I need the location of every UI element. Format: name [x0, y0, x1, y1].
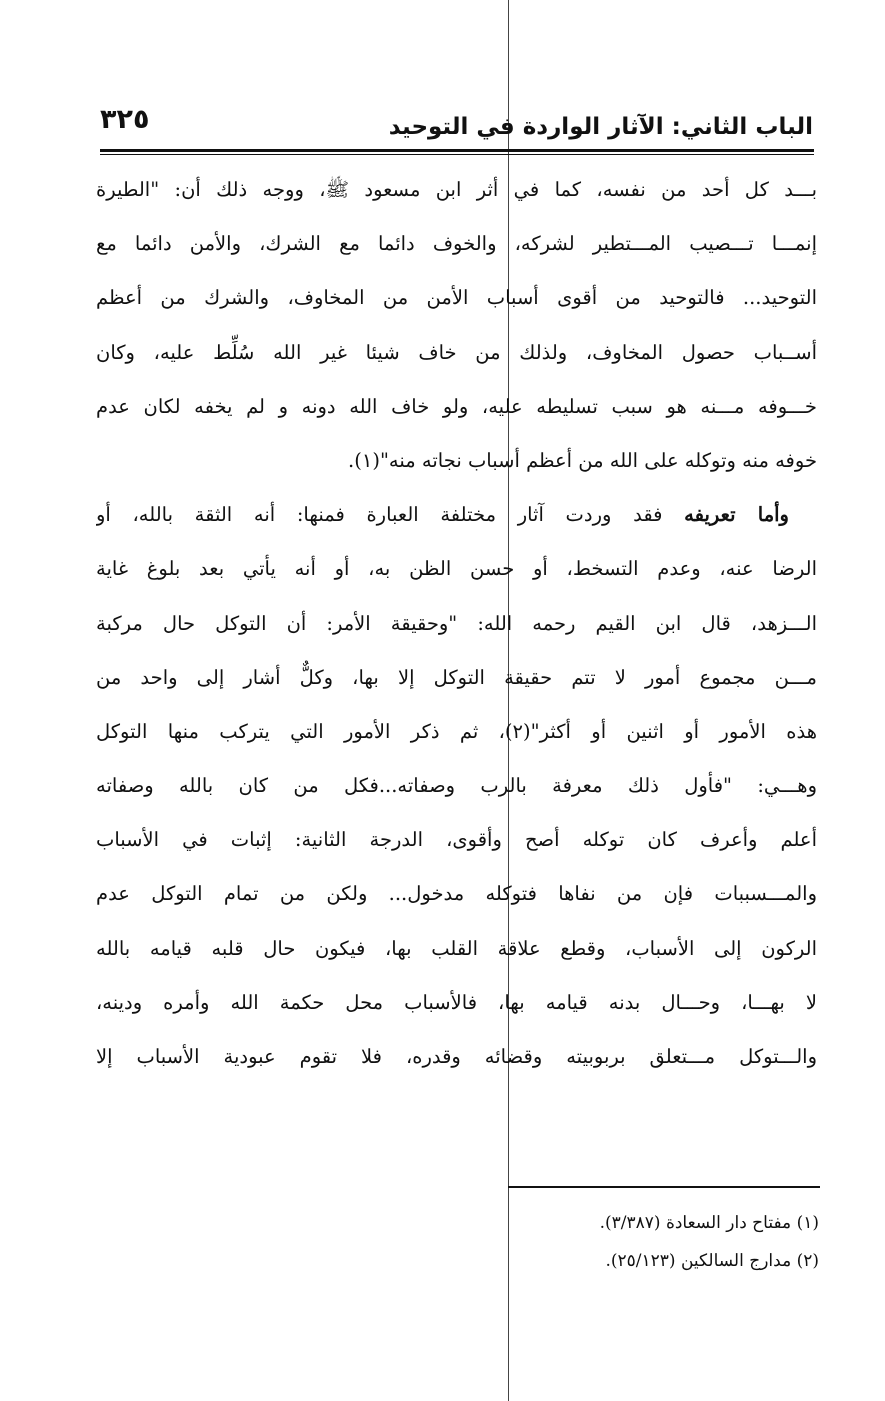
text-line: الرضا عنه، وعدم التسخط، أو حسن الظن به، أو أنه يأتي بعد بلوغ غاية — [96, 557, 817, 581]
footnote-2: (٢) مدارج السالكين (٢٥/١٢٣). — [605, 1251, 819, 1271]
footnote-rule — [508, 1186, 820, 1188]
header-rule — [100, 149, 814, 152]
text-line: وهـــي: "فأول ذلك معرفة بالرب وصفاته...فكل من كان بالله وصفاته — [96, 774, 817, 798]
text-line: والمـــسببات فإن من نفاها فتوكله مدخول... ولكن من تمام التوكل عدم — [96, 882, 817, 906]
text-line: خـــوفه مـــنه هو سبب تسليطه عليه، ولو خاف الله دونه و لم يخفه لكان عدم — [96, 394, 817, 418]
text-line: إنمـــا تـــصيب المـــتطير لشركه، والخوف دائما مع الشرك، والأمن دائما مع — [96, 232, 817, 256]
text-line: أســباب حصول المخاوف، ولذلك من خاف شيئا غير الله سُلِّط عليه، وكان — [96, 340, 817, 364]
footnote-1: (١) مفتاح دار السعادة (٣/٣٨٧). — [599, 1213, 819, 1233]
text-line: والـــتوكل مـــتعلق بربوبيته وقضائه وقدره، فلا تقوم عبودية الأسباب إلا — [96, 1045, 817, 1068]
text-line: الركون إلى الأسباب، وقطع علاقة القلب بها، فيكون حال قلبه قيامه بالله — [96, 936, 817, 960]
text-line: مـــن مجموع أمور لا تتم حقيقة التوكل إلا بها، وكلٌّ أشار إلى واحد من — [96, 665, 817, 689]
chapter-title: الباب الثاني: الآثار الواردة في التوحيد — [388, 114, 813, 140]
body-text — [96, 163, 817, 1084]
text-line: خوفه منه وتوكله على الله من أعظم أسباب نجاته منه"(١). — [348, 448, 817, 472]
page-number: ٣٢٥ — [100, 104, 150, 135]
text-line: بـــد كل أحد من نفسه، كما في أثر ابن مسعود ﷺ، ووجه ذلك أن: "الطيرة — [96, 178, 817, 201]
text-line: هذه الأمور أو اثنين أو أكثر"(٢)، ثم ذكر الأمور التي يتركب منها التوكل — [96, 719, 817, 743]
text-line: الـــزهد، قال ابن القيم رحمه الله: "وحقيقة الأمر: أن التوكل حال مركبة — [96, 611, 817, 635]
text-line: لا بهـــا، وحـــال بدنه قيامه بها، فالأسباب محل حكمة الله وأمره ودينه، — [96, 990, 817, 1014]
text-line: أعلم وأعرف كان توكله أصح وأقوى، الدرجة الثانية: إثبات في الأسباب — [96, 828, 817, 852]
text-line-rest: فقد وردت آثار مختلفة العبارة فمنها: أنه الثقة بالله، أو — [96, 503, 663, 527]
paragraph-start-line — [96, 488, 817, 542]
text-line: التوحيد... فالتوحيد من أقوى أسباب الأمن من المخاوف، والشرك من أعظم — [96, 286, 817, 310]
page-header — [98, 100, 813, 144]
bold-lead-term: وأما تعريفه — [684, 503, 789, 527]
footnotes — [419, 1204, 819, 1280]
